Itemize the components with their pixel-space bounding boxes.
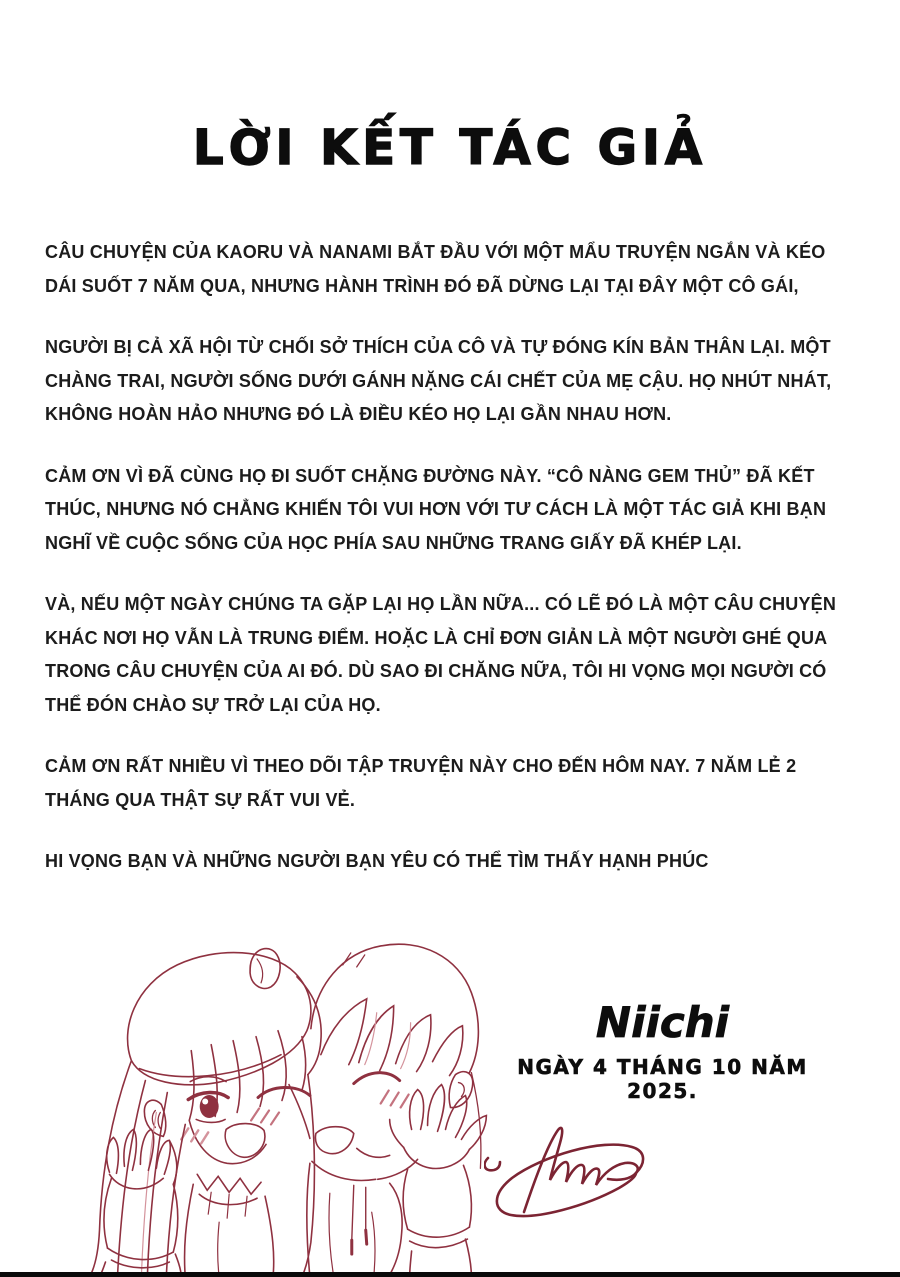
paragraph: VÀ, NẾU MỘT NGÀY CHÚNG TA GẶP LẠI HỌ LẦN NỮA... CÓ LẼ ĐÓ LÀ MỘT CÂU CHUYỆN KHÁC NƠI HỌ VẪN LÀ TRUNG ĐIỂM. HOẶC LÀ CHỈ ĐƠN GIẢN LÀ MỘT NGƯỜI GHÉ QUA TRONG CÂU CHUYỆN CỦA AI ĐÓ. DÙ SAO ĐI CHĂNG NỮA, TÔI HI VỌNG MỌI NGƯỜI CÓ THỂ ĐÓN CHÀO SỰ TRỞ LẠI CỦA HỌ. — [45, 594, 837, 715]
signature-block — [495, 998, 830, 1103]
paragraph: CẢM ƠN RẤT NHIỀU VÌ THEO DÕI TẬP TRUYỆN NÀY CHO ĐẾN HÔM NAY. 7 NĂM LẺ 2 THÁNG QUA THẬT SỰ RẤT VUI VẺ. — [45, 756, 797, 810]
paragraph: CÂU CHUYỆN CỦA KAORU VÀ NANAMI BẮT ĐẦU VỚI MỘT MẨU TRUYỆN NGẮN VÀ KÉO DÁI SUỐT 7 NĂM QUA, NHƯNG HÀNH TRÌNH ĐÓ ĐÃ DỪNG LẠI TẠI ĐÂY MỘT CÔ GÁI, — [45, 242, 826, 296]
paragraph: NGƯỜI BỊ CẢ XÃ HỘI TỪ CHỐI SỞ THÍCH CỦA CÔ VÀ TỰ ĐÓNG KÍN BẢN THÂN LẠI. MỘT CHÀNG TRAI, NGƯỜI SỐNG DƯỚI GÁNH NẶNG CÁI CHẾT CỦA MẸ CẬU. HỌ NHÚT NHÁT, KHÔNG HOÀN HẢO NHƯNG ĐÓ LÀ ĐIỀU KÉO HỌ LẠI GẦN NHAU HƠN. — [45, 337, 832, 424]
page-bottom-border — [0, 1272, 900, 1277]
signature-date: NGÀY 4 THÁNG 10 NĂM 2025. — [517, 1055, 808, 1103]
paragraph: CẢM ƠN VÌ ĐÃ CÙNG HỌ ĐI SUỐT CHẶNG ĐƯỜNG NÀY. “CÔ NÀNG GEM THỦ” ĐÃ KẾT THÚC, NHƯNG NÓ CHẲNG KHIẾN TÔI VUI HƠN VỚI TƯ CÁCH LÀ MỘT TÁC GIẢ KHI BẠN NGHĨ VỀ CUỘC SỐNG CỦA HỌC PHÍA SAU NHỮNG TRANG GIẤY ĐÃ KHÉP LẠI. — [45, 465, 827, 553]
page-title: LỜI KẾT TÁC GIẢ — [192, 120, 708, 177]
author-illustration — [58, 933, 490, 1277]
handwritten-signature-icon — [484, 1118, 669, 1233]
author-name: Niichi — [595, 998, 730, 1047]
paragraph: HI VỌNG BẠN VÀ NHỮNG NGƯỜI BẠN YÊU CÓ THỂ TÌM THẤY HẠNH PHÚC — [45, 851, 709, 871]
afterword-text — [45, 236, 857, 907]
